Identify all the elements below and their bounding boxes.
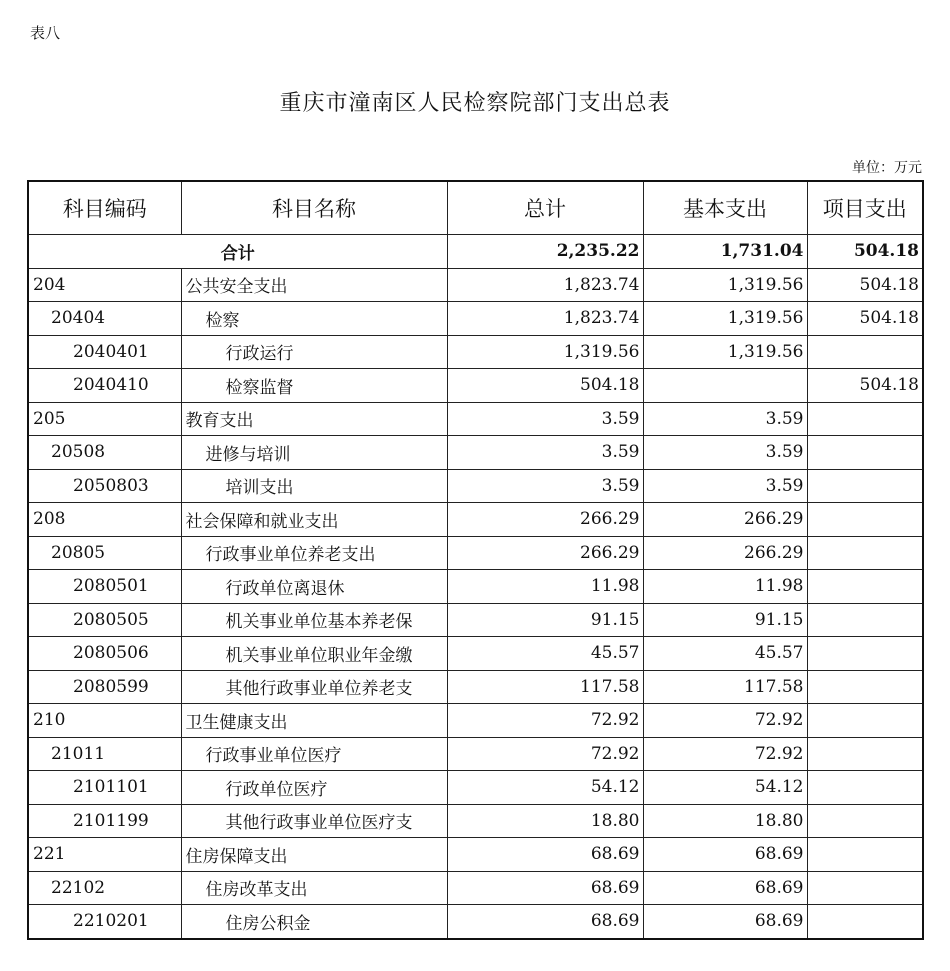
document-title: 重庆市潼南区人民检察院部门支出总表 <box>279 91 671 116</box>
row-total: 504.18 <box>447 369 643 403</box>
row-code: 204 <box>28 268 181 302</box>
row-project <box>807 804 923 838</box>
table-row <box>28 469 923 503</box>
row-code: 2040410 <box>28 369 181 403</box>
row-project <box>807 704 923 738</box>
row-code: 2080501 <box>28 570 181 604</box>
row-project <box>807 536 923 570</box>
total-basic-amount: 1,731.04 <box>643 235 807 269</box>
total-row <box>28 235 923 269</box>
row-basic: 117.58 <box>643 670 807 704</box>
row-basic: 45.57 <box>643 637 807 671</box>
row-total: 68.69 <box>447 905 643 939</box>
row-code: 20805 <box>28 536 181 570</box>
table-row <box>28 737 923 771</box>
table-row <box>28 335 923 369</box>
row-basic: 91.15 <box>643 603 807 637</box>
row-project <box>807 402 923 436</box>
row-name: 检察 <box>181 302 447 336</box>
row-basic: 3.59 <box>643 469 807 503</box>
row-code: 210 <box>28 704 181 738</box>
row-total: 68.69 <box>447 871 643 905</box>
column-header-basic: 基本支出 <box>643 181 807 235</box>
row-basic: 72.92 <box>643 704 807 738</box>
row-name: 其他行政事业单位养老支 <box>181 670 447 704</box>
row-name: 行政单位医疗 <box>181 771 447 805</box>
row-code: 208 <box>28 503 181 537</box>
row-name: 其他行政事业单位医疗支 <box>181 804 447 838</box>
row-code: 2040401 <box>28 335 181 369</box>
row-total: 68.69 <box>447 838 643 872</box>
table-row <box>28 436 923 470</box>
row-total: 266.29 <box>447 503 643 537</box>
row-name: 行政单位离退休 <box>181 570 447 604</box>
table-row <box>28 871 923 905</box>
row-total: 45.57 <box>447 637 643 671</box>
row-name: 住房保障支出 <box>181 838 447 872</box>
table-row <box>28 503 923 537</box>
row-code: 2101101 <box>28 771 181 805</box>
table-row <box>28 536 923 570</box>
row-project <box>807 905 923 939</box>
row-code: 2050803 <box>28 469 181 503</box>
table-row <box>28 302 923 336</box>
row-project <box>807 637 923 671</box>
row-total: 54.12 <box>447 771 643 805</box>
total-project-amount: 504.18 <box>807 235 923 269</box>
row-project <box>807 771 923 805</box>
table-row <box>28 402 923 436</box>
row-code: 22102 <box>28 871 181 905</box>
row-basic: 1,319.56 <box>643 335 807 369</box>
row-code: 21011 <box>28 737 181 771</box>
row-code: 20508 <box>28 436 181 470</box>
row-name: 检察监督 <box>181 369 447 403</box>
row-code: 2080599 <box>28 670 181 704</box>
row-name: 行政运行 <box>181 335 447 369</box>
row-project: 504.18 <box>807 268 923 302</box>
table-row <box>28 704 923 738</box>
row-basic: 266.29 <box>643 536 807 570</box>
row-basic: 11.98 <box>643 570 807 604</box>
row-basic <box>643 369 807 403</box>
column-header-code: 科目编码 <box>28 181 181 235</box>
row-basic: 72.92 <box>643 737 807 771</box>
row-total: 1,823.74 <box>447 302 643 336</box>
row-code: 2080506 <box>28 637 181 671</box>
total-label: 合计 <box>28 235 447 269</box>
table-row <box>28 670 923 704</box>
row-project <box>807 570 923 604</box>
total-amount: 2,235.22 <box>447 235 643 269</box>
table-row <box>28 268 923 302</box>
table-row <box>28 771 923 805</box>
row-basic: 18.80 <box>643 804 807 838</box>
row-name: 社会保障和就业支出 <box>181 503 447 537</box>
row-code: 2101199 <box>28 804 181 838</box>
row-basic: 266.29 <box>643 503 807 537</box>
row-total: 91.15 <box>447 603 643 637</box>
column-header-project: 项目支出 <box>807 181 923 235</box>
row-total: 11.98 <box>447 570 643 604</box>
row-basic: 3.59 <box>643 436 807 470</box>
row-code: 2080505 <box>28 603 181 637</box>
row-total: 1,319.56 <box>447 335 643 369</box>
row-code: 221 <box>28 838 181 872</box>
row-code: 205 <box>28 402 181 436</box>
expenditure-table <box>27 180 924 940</box>
table-row <box>28 804 923 838</box>
row-project <box>807 871 923 905</box>
row-project <box>807 737 923 771</box>
table-row <box>28 905 923 939</box>
table-header-row <box>28 181 923 235</box>
row-name: 卫生健康支出 <box>181 704 447 738</box>
row-total: 18.80 <box>447 804 643 838</box>
row-name: 住房改革支出 <box>181 871 447 905</box>
table-row <box>28 369 923 403</box>
row-basic: 68.69 <box>643 838 807 872</box>
row-total: 72.92 <box>447 704 643 738</box>
row-total: 117.58 <box>447 670 643 704</box>
row-code: 2210201 <box>28 905 181 939</box>
row-total: 3.59 <box>447 469 643 503</box>
row-total: 266.29 <box>447 536 643 570</box>
column-header-total: 总计 <box>447 181 643 235</box>
unit-label: 单位：万元 <box>852 160 922 176</box>
row-basic: 3.59 <box>643 402 807 436</box>
row-project <box>807 838 923 872</box>
row-basic: 68.69 <box>643 871 807 905</box>
row-project <box>807 670 923 704</box>
row-total: 3.59 <box>447 402 643 436</box>
row-basic: 54.12 <box>643 771 807 805</box>
row-basic: 68.69 <box>643 905 807 939</box>
row-name: 机关事业单位职业年金缴 <box>181 637 447 671</box>
row-basic: 1,319.56 <box>643 268 807 302</box>
row-project: 504.18 <box>807 302 923 336</box>
table-row <box>28 603 923 637</box>
row-total: 1,823.74 <box>447 268 643 302</box>
table-number-label: 表八 <box>30 24 61 42</box>
row-name: 机关事业单位基本养老保 <box>181 603 447 637</box>
row-name: 进修与培训 <box>181 436 447 470</box>
row-project <box>807 335 923 369</box>
row-name: 住房公积金 <box>181 905 447 939</box>
row-total: 72.92 <box>447 737 643 771</box>
row-project <box>807 469 923 503</box>
row-project <box>807 436 923 470</box>
row-name: 培训支出 <box>181 469 447 503</box>
row-project <box>807 603 923 637</box>
table-row <box>28 637 923 671</box>
row-code: 20404 <box>28 302 181 336</box>
column-header-name: 科目名称 <box>181 181 447 235</box>
table-row <box>28 838 923 872</box>
row-basic: 1,319.56 <box>643 302 807 336</box>
row-name: 行政事业单位养老支出 <box>181 536 447 570</box>
row-project: 504.18 <box>807 369 923 403</box>
row-name: 行政事业单位医疗 <box>181 737 447 771</box>
row-total: 3.59 <box>447 436 643 470</box>
row-name: 教育支出 <box>181 402 447 436</box>
table-row <box>28 570 923 604</box>
row-name: 公共安全支出 <box>181 268 447 302</box>
row-project <box>807 503 923 537</box>
